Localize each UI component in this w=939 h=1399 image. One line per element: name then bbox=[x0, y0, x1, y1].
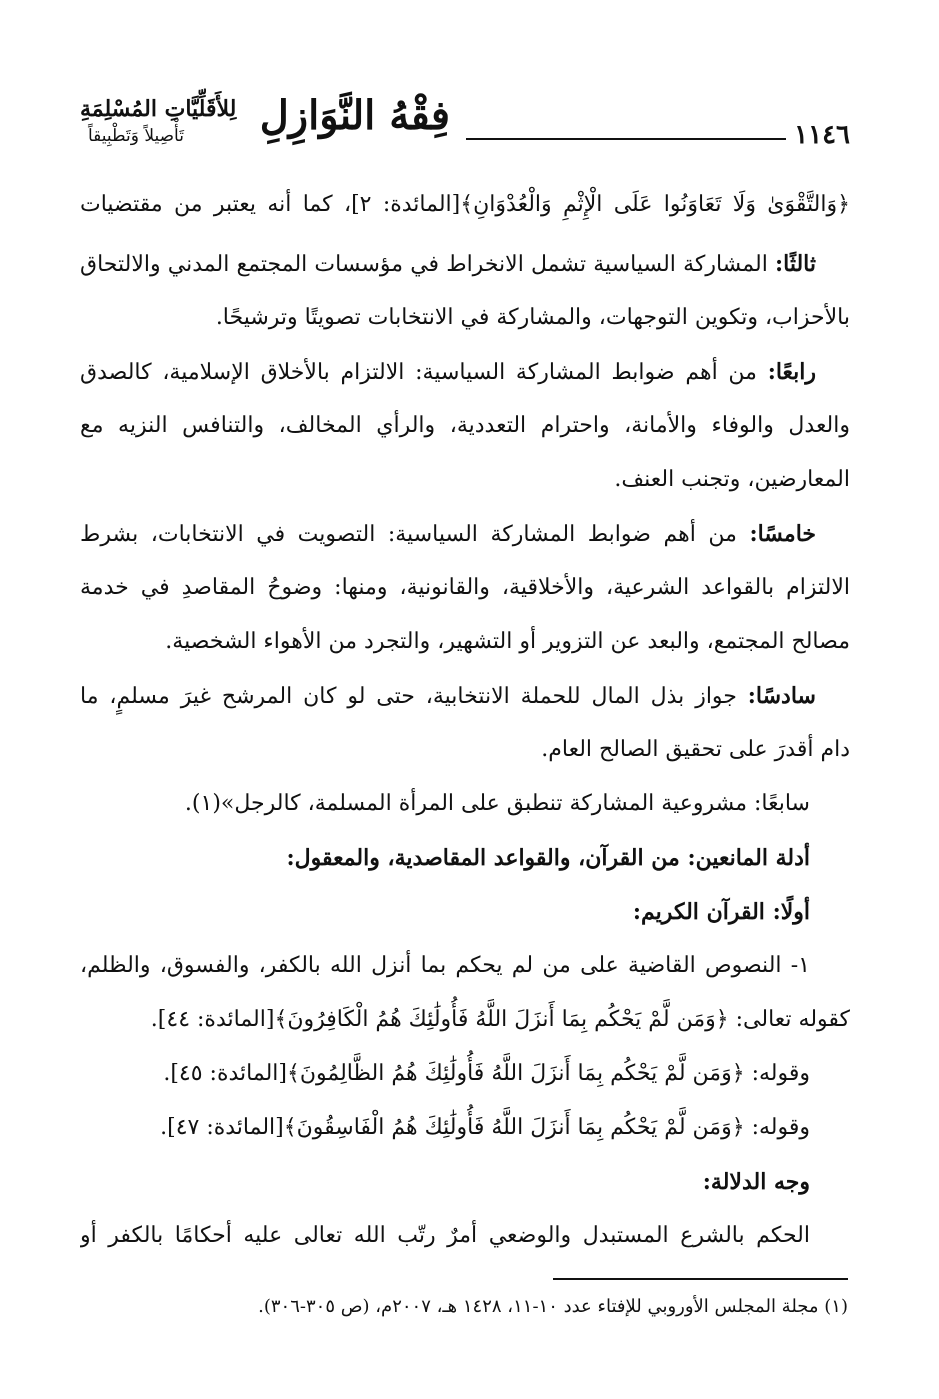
book-subtitle-line2: تَأْصِيلاً وَتَطْبِيقاً bbox=[88, 126, 184, 146]
text-line: دام أقدرَ على تحقيق الصالح العام. bbox=[541, 737, 850, 762]
text-line: ١- النصوص القاضية على من لم يحكم بما أنزل الله بالكفر، والفسوق، والظلم، bbox=[80, 953, 810, 978]
text-line: المشاركة السياسية تشمل الانخراط في مؤسسات المجتمع المدني والالتحاق bbox=[80, 252, 775, 277]
page-number: ١١٤٦ bbox=[794, 120, 850, 150]
footnote: (١) مجلة المجلس الأوروبي للإفتاء عدد ١٠-١١، ١٤٢٨ هـ، ٢٠٠٧م، (ص ٣٠٥-٣٠٦). bbox=[258, 1296, 848, 1317]
text-line: ﴿وَالتَّقْوَىٰ وَلَا تَعَاوَنُوا عَلَى الْإِثْمِ وَالْعُدْوَانِ﴾[المائدة: ٢]، كما أنه يعتبر من مقتضيات bbox=[80, 192, 850, 217]
section-heading-quran: أولًا: القرآن الكريم: bbox=[632, 899, 810, 925]
text-line: من أهم ضوابط المشاركة السياسية: التصويت في الانتخابات، بشرط bbox=[80, 522, 750, 547]
text-line: والعدل والوفاء والأمانة، واحترام التعددية، والرأي المخالف، والتنافس النزيه مع bbox=[80, 413, 850, 438]
paragraph-label: سادسًا: bbox=[747, 683, 816, 709]
paragraph-sixth bbox=[80, 669, 850, 723]
section-heading-evidence: أدلة المانعين: من القرآن، والقواعد المقاصدية، والمعقول: bbox=[286, 845, 810, 871]
paragraph-fifth bbox=[80, 507, 850, 561]
paragraph-seventh: سابعًا: مشروعية المشاركة تنطبق على المرأة المسلمة، كالرجل»(١). bbox=[184, 791, 810, 816]
verse-line: كقوله تعالى: ﴿وَمَن لَّمْ يَحْكُم بِمَا أَنزَلَ اللَّهُ فَأُولَٰئِكَ هُمُ الْكَافِرُونَ﴾[المائدة: ٤٤]. bbox=[150, 1007, 850, 1032]
text-line: من أهم ضوابط المشاركة السياسية: الالتزام بالأخلاق الإسلامية، كالصدق bbox=[80, 360, 768, 385]
paragraph-label: ثالثًا: bbox=[775, 251, 816, 277]
paragraph-label: رابعًا: bbox=[767, 359, 816, 385]
text-line: مصالح المجتمع، والبعد عن التزوير أو التشهير، والتجرد من الأهواء الشخصية. bbox=[165, 629, 850, 654]
paragraph-label: خامسًا: bbox=[749, 521, 816, 547]
main-text bbox=[80, 178, 850, 1263]
text-line: بالأحزاب، وتكوين التوجهات، والمشاركة في الانتخابات تصويتًا وترشيحًا. bbox=[215, 305, 850, 330]
book-title: فِقْهُ النَّوَازِلِ bbox=[259, 92, 450, 139]
text-line: جواز بذل المال للحملة الانتخابية، حتى لو كان المرشح غيرَ مسلمٍ، ما bbox=[80, 684, 748, 709]
header-rule bbox=[466, 138, 786, 140]
text-line: الحكم بالشرع المستبدل والوضعي أمرٌ رتّب الله تعالى عليه أحكامًا بالكفر أو bbox=[80, 1223, 810, 1248]
paragraph-third bbox=[80, 237, 850, 291]
verse-line: وقوله: ﴿وَمَن لَّمْ يَحْكُم بِمَا أَنزَلَ اللَّهُ فَأُولَٰئِكَ هُمُ الْفَاسِقُونَ﴾[المائدة: ٤٧]. bbox=[160, 1115, 810, 1140]
paragraph-fourth bbox=[80, 345, 850, 399]
section-heading-indication: وجه الدلالة: bbox=[702, 1169, 810, 1195]
verse-line: وقوله: ﴿وَمَن لَّمْ يَحْكُم بِمَا أَنزَلَ اللَّهُ فَأُولَٰئِكَ هُمُ الظَّالِمُونَ﴾[المائدة: ٤٥]. bbox=[163, 1061, 810, 1086]
footnote-rule bbox=[553, 1278, 848, 1280]
running-header bbox=[80, 78, 850, 158]
text-line: المعارضين، وتجنب العنف. bbox=[614, 467, 850, 492]
text-line: الالتزام بالقواعد الشرعية، والأخلاقية، والقانونية، ومنها: وضوحُ المقاصدِ في خدمة bbox=[80, 575, 850, 600]
book-subtitle-line1: لِلأَقَلِّيَّاتِ المُسْلِمَةِ bbox=[80, 96, 237, 122]
